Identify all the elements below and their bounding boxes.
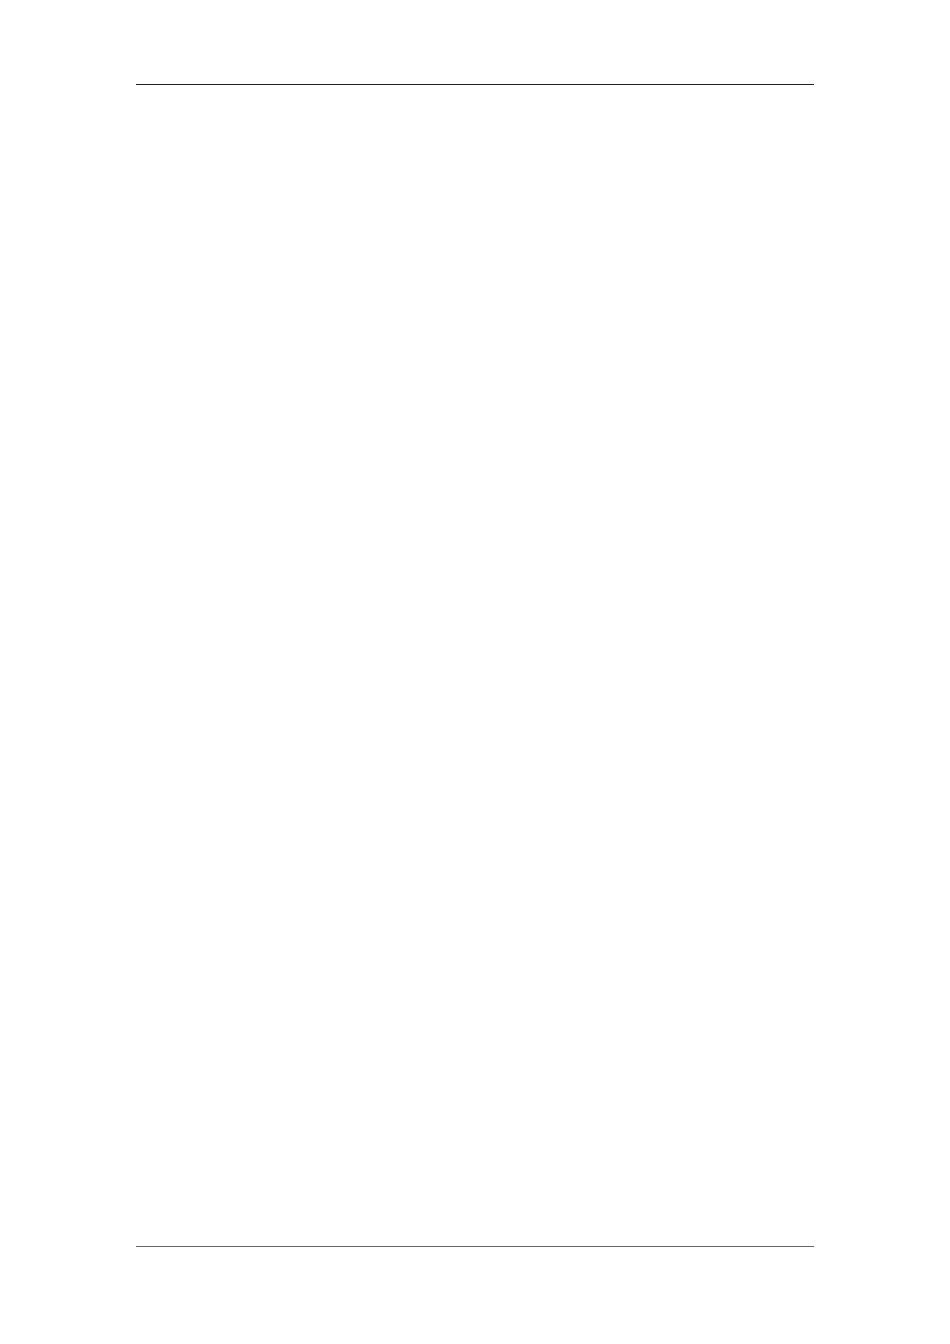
footer-rule (136, 1246, 814, 1247)
header-rule (136, 84, 814, 85)
